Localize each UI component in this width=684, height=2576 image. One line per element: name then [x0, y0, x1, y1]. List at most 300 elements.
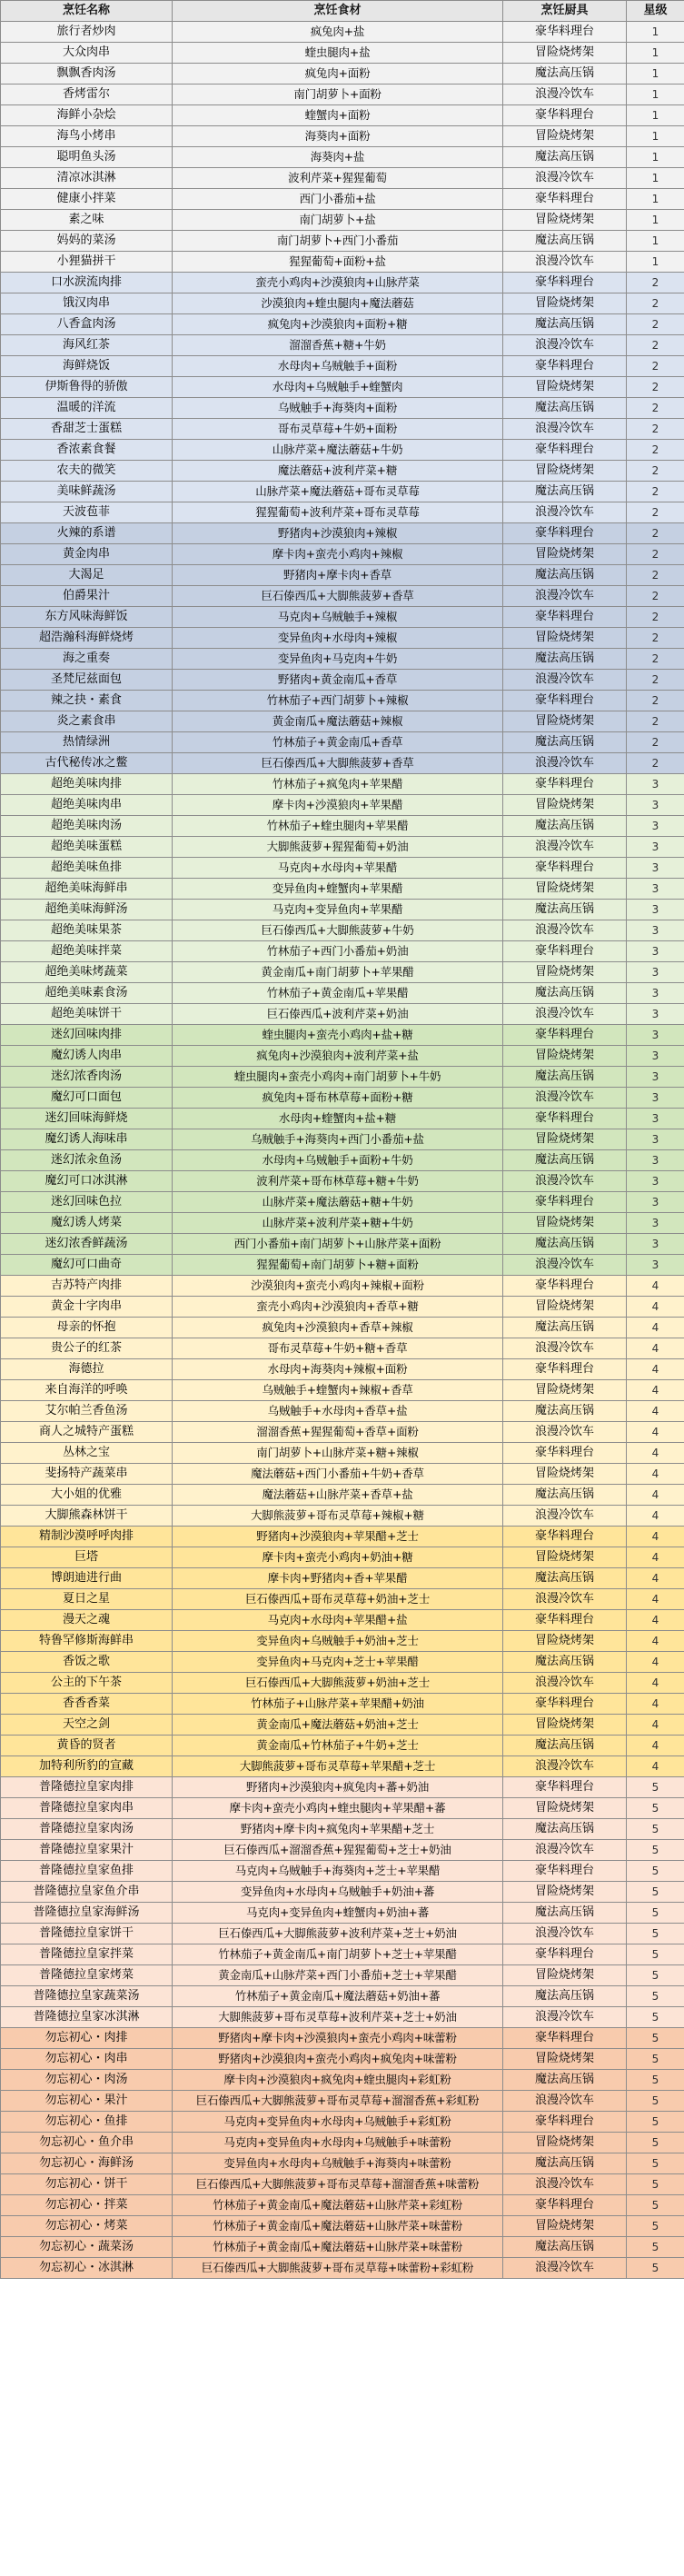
- cookware-cell: 冒险烧烤架: [503, 795, 627, 816]
- dish-name-cell: 普隆德拉皇家烤菜: [1, 1965, 173, 1986]
- ingredients-cell: 黄金南瓜+魔法蘑菇+奶油+芝士: [173, 1715, 503, 1736]
- ingredients-cell: 竹林茄子+黄金南瓜+魔法蘑菇+山脉芹菜+味蕾粉: [173, 2237, 503, 2258]
- table-row: [1, 1527, 684, 1547]
- table-row: [1, 1234, 684, 1255]
- table-row: [1, 1485, 684, 1506]
- dish-name-cell: 迷幻浓香肉汤: [1, 1067, 173, 1088]
- cookware-cell: 豪华料理台: [503, 1359, 627, 1380]
- ingredients-cell: 猩猩葡萄+面粉+盐: [173, 252, 503, 273]
- table-row: [1, 1109, 684, 1129]
- table-row: [1, 1401, 684, 1422]
- table-row: [1, 1777, 684, 1798]
- dish-name-cell: 普隆德拉皇家果汁: [1, 1840, 173, 1861]
- cookware-cell: 冒险烧烤架: [503, 1380, 627, 1401]
- cookware-cell: 魔法高压锅: [503, 565, 627, 586]
- ingredients-cell: 山脉芹菜+波利芹菜+糖+牛奶: [173, 1213, 503, 1234]
- dish-name-cell: 艾尔帕兰香鱼汤: [1, 1401, 173, 1422]
- dish-name-cell: 超绝美味海鲜串: [1, 879, 173, 900]
- star-level-cell: 4: [627, 1568, 684, 1589]
- cookware-cell: 豪华料理台: [503, 1861, 627, 1882]
- table-row: [1, 1025, 684, 1046]
- cookware-cell: 浪漫冷饮车: [503, 335, 627, 356]
- cookware-cell: 冒险烧烤架: [503, 711, 627, 732]
- table-body: [1, 22, 684, 2279]
- dish-name-cell: 炎之素食串: [1, 711, 173, 732]
- dish-name-cell: 普隆德拉皇家海鲜汤: [1, 1903, 173, 1924]
- table-row: [1, 1046, 684, 1067]
- table-row: [1, 1736, 684, 1756]
- cookware-cell: 浪漫冷饮车: [503, 1924, 627, 1944]
- cookware-cell: 浪漫冷饮车: [503, 2091, 627, 2112]
- cookware-cell: 冒险烧烤架: [503, 1882, 627, 1903]
- dish-name-cell: 加特利所豹的宣藏: [1, 1756, 173, 1777]
- table-row: [1, 2091, 684, 2112]
- dish-name-cell: 来自海洋的呼唤: [1, 1380, 173, 1401]
- ingredients-cell: 变异鱼肉+乌贼触手+奶油+芝士: [173, 1631, 503, 1652]
- dish-name-cell: 大众肉串: [1, 43, 173, 64]
- star-level-cell: 5: [627, 2258, 684, 2279]
- table-row: [1, 189, 684, 210]
- table-row: [1, 691, 684, 711]
- table-row: [1, 105, 684, 126]
- star-level-cell: 3: [627, 1004, 684, 1025]
- ingredients-cell: 山脉芹菜+魔法蘑菇+哥布灵草莓: [173, 482, 503, 502]
- cookware-cell: 豪华料理台: [503, 1610, 627, 1631]
- ingredients-cell: 野猪肉+摩卡肉+香草: [173, 565, 503, 586]
- table-row: [1, 774, 684, 795]
- ingredients-cell: 野猪肉+摩卡肉+疯兔肉+苹果醋+芝士: [173, 1819, 503, 1840]
- ingredients-cell: 马克肉+变异鱼肉+水母肉+乌贼触手+彩虹粉: [173, 2112, 503, 2133]
- star-level-cell: 5: [627, 2195, 684, 2216]
- star-level-cell: 4: [627, 1506, 684, 1527]
- ingredients-cell: 乌贼触手+海葵肉+面粉: [173, 398, 503, 419]
- cookware-cell: 浪漫冷饮车: [503, 252, 627, 273]
- table-row: [1, 544, 684, 565]
- cookware-cell: 魔法高压锅: [503, 983, 627, 1004]
- star-level-cell: 3: [627, 1171, 684, 1192]
- star-level-cell: 2: [627, 461, 684, 482]
- dish-name-cell: 商人之城特产蛋糕: [1, 1422, 173, 1443]
- star-level-cell: 3: [627, 879, 684, 900]
- ingredients-cell: 巨石傣西瓜+大脚熊菠萝+香草: [173, 586, 503, 607]
- star-level-cell: 5: [627, 2153, 684, 2174]
- star-level-cell: 5: [627, 1986, 684, 2007]
- star-level-cell: 3: [627, 1192, 684, 1213]
- ingredients-cell: 水母肉+乌贼触手+面粉+牛奶: [173, 1150, 503, 1171]
- dish-name-cell: 超绝美味肉排: [1, 774, 173, 795]
- table-row: [1, 1631, 684, 1652]
- ingredients-cell: 变异鱼肉+马克肉+牛奶: [173, 649, 503, 670]
- table-row: [1, 879, 684, 900]
- dish-name-cell: 吉苏特产肉排: [1, 1276, 173, 1297]
- cookware-cell: 豪华料理台: [503, 1777, 627, 1798]
- table-row: [1, 1652, 684, 1673]
- dish-name-cell: 东方风味海鲜饭: [1, 607, 173, 628]
- ingredients-cell: 水母肉+海葵肉+辣椒+面粉: [173, 1359, 503, 1380]
- ingredients-cell: 巨石傣西瓜+大脚熊菠萝+奶油+芝士: [173, 1673, 503, 1694]
- dish-name-cell: 超绝美味肉汤: [1, 816, 173, 837]
- star-level-cell: 1: [627, 210, 684, 231]
- cookware-cell: 豪华料理台: [503, 2195, 627, 2216]
- dish-name-cell: 魔幻诱人肉串: [1, 1046, 173, 1067]
- table-row: [1, 210, 684, 231]
- cookware-cell: 冒险烧烤架: [503, 962, 627, 983]
- dish-name-cell: 聪明鱼头汤: [1, 147, 173, 168]
- star-level-cell: 2: [627, 482, 684, 502]
- star-level-cell: 4: [627, 1380, 684, 1401]
- table-row: [1, 1359, 684, 1380]
- dish-name-cell: 迷幻回味色拉: [1, 1192, 173, 1213]
- cookware-cell: 浪漫冷饮车: [503, 2007, 627, 2028]
- cookware-cell: 冒险烧烤架: [503, 1464, 627, 1485]
- dish-name-cell: 勿忘初心・肉排: [1, 2028, 173, 2049]
- star-level-cell: 3: [627, 962, 684, 983]
- star-level-cell: 1: [627, 64, 684, 85]
- table-row: [1, 356, 684, 377]
- table-row: [1, 1129, 684, 1150]
- dish-name-cell: 魔幻诱人烤菜: [1, 1213, 173, 1234]
- star-level-cell: 5: [627, 2216, 684, 2237]
- star-level-cell: 4: [627, 1359, 684, 1380]
- dish-name-cell: 勿忘初心・鱼介串: [1, 2133, 173, 2153]
- ingredients-cell: 巨石傣西瓜+大脚熊菠萝+哥布灵草莓+溜溜香蕉+彩虹粉: [173, 2091, 503, 2112]
- star-level-cell: 4: [627, 1715, 684, 1736]
- dish-name-cell: 博朗迪进行曲: [1, 1568, 173, 1589]
- header-dish-name: 烹饪名称: [1, 1, 173, 22]
- dish-name-cell: 超绝美味饼干: [1, 1004, 173, 1025]
- dish-name-cell: 魔幻可口曲奇: [1, 1255, 173, 1276]
- cookware-cell: 魔法高压锅: [503, 1318, 627, 1338]
- dish-name-cell: 普隆德拉皇家鱼排: [1, 1861, 173, 1882]
- ingredients-cell: 巨石傣西瓜+大脚熊菠萝+哥布灵草莓+味蕾粉+彩虹粉: [173, 2258, 503, 2279]
- star-level-cell: 2: [627, 377, 684, 398]
- table-row: [1, 1986, 684, 2007]
- dish-name-cell: 超绝美味蛋糕: [1, 837, 173, 858]
- dish-name-cell: 黄昏的贤者: [1, 1736, 173, 1756]
- star-level-cell: 2: [627, 732, 684, 753]
- cookware-cell: 浪漫冷饮车: [503, 1088, 627, 1109]
- star-level-cell: 5: [627, 1840, 684, 1861]
- table-row: [1, 1088, 684, 1109]
- ingredients-cell: 海葵肉+面粉: [173, 126, 503, 147]
- ingredients-cell: 蝰虫腿肉+盐: [173, 43, 503, 64]
- ingredients-cell: 南门胡萝卜+面粉: [173, 85, 503, 105]
- star-level-cell: 2: [627, 586, 684, 607]
- cookware-cell: 浪漫冷饮车: [503, 1673, 627, 1694]
- ingredients-cell: 竹林茄子+黄金南瓜+南门胡萝卜+芝士+苹果醋: [173, 1944, 503, 1965]
- header-ingredients: 烹饪食材: [173, 1, 503, 22]
- cookware-cell: 冒险烧烤架: [503, 43, 627, 64]
- dish-name-cell: 超绝美味果茶: [1, 920, 173, 941]
- ingredients-cell: 沙漠狼肉+蛮壳小鸡肉+辣椒+面粉: [173, 1276, 503, 1297]
- cookware-cell: 豪华料理台: [503, 523, 627, 544]
- table-row: [1, 523, 684, 544]
- table-row: [1, 252, 684, 273]
- star-level-cell: 2: [627, 440, 684, 461]
- ingredients-cell: 巨石傣西瓜+波利芹菜+奶油: [173, 1004, 503, 1025]
- cookware-cell: 冒险烧烤架: [503, 377, 627, 398]
- ingredients-cell: 山脉芹菜+魔法蘑菇+牛奶: [173, 440, 503, 461]
- table-row: [1, 732, 684, 753]
- dish-name-cell: 飘飘香肉汤: [1, 64, 173, 85]
- ingredients-cell: 摩卡肉+野猪肉+香+苹果醋: [173, 1568, 503, 1589]
- star-level-cell: 2: [627, 711, 684, 732]
- star-level-cell: 1: [627, 105, 684, 126]
- star-level-cell: 5: [627, 1777, 684, 1798]
- cookware-cell: 浪漫冷饮车: [503, 670, 627, 691]
- star-level-cell: 5: [627, 1944, 684, 1965]
- table-row: [1, 2237, 684, 2258]
- cookware-cell: 豪华料理台: [503, 607, 627, 628]
- cookware-cell: 豪华料理台: [503, 2028, 627, 2049]
- cookware-cell: 魔法高压锅: [503, 2153, 627, 2174]
- ingredients-cell: 变异鱼肉+水母肉+辣椒: [173, 628, 503, 649]
- ingredients-cell: 山脉芹菜+魔法蘑菇+糖+牛奶: [173, 1192, 503, 1213]
- star-level-cell: 4: [627, 1673, 684, 1694]
- ingredients-cell: 蝰虫腿肉+蛮壳小鸡肉+盐+糖: [173, 1025, 503, 1046]
- star-level-cell: 4: [627, 1297, 684, 1318]
- star-level-cell: 2: [627, 419, 684, 440]
- cookware-cell: 魔法高压锅: [503, 1234, 627, 1255]
- dish-name-cell: 小狸猫拼干: [1, 252, 173, 273]
- dish-name-cell: 超绝美味海鲜汤: [1, 900, 173, 920]
- ingredients-cell: 西门小番茄+盐: [173, 189, 503, 210]
- star-level-cell: 1: [627, 147, 684, 168]
- header-cookware: 烹饪厨具: [503, 1, 627, 22]
- cookware-cell: 冒险烧烤架: [503, 126, 627, 147]
- star-level-cell: 5: [627, 1965, 684, 1986]
- ingredients-cell: 南门胡萝卜+西门小番茄: [173, 231, 503, 252]
- table-row: [1, 293, 684, 314]
- cookware-cell: 魔法高压锅: [503, 649, 627, 670]
- cookware-cell: 豪华料理台: [503, 189, 627, 210]
- cookware-cell: 冒险烧烤架: [503, 1046, 627, 1067]
- table-row: [1, 482, 684, 502]
- star-level-cell: 2: [627, 670, 684, 691]
- cookware-cell: 冒险烧烤架: [503, 1297, 627, 1318]
- star-level-cell: 5: [627, 2174, 684, 2195]
- star-level-cell: 2: [627, 691, 684, 711]
- dish-name-cell: 勿忘初心・蔬菜汤: [1, 2237, 173, 2258]
- table-row: [1, 900, 684, 920]
- ingredients-cell: 溜溜香蕉+糖+牛奶: [173, 335, 503, 356]
- table-row: [1, 816, 684, 837]
- ingredients-cell: 西门小番茄+南门胡萝卜+山脉芹菜+面粉: [173, 1234, 503, 1255]
- cookware-cell: 豪华料理台: [503, 1694, 627, 1715]
- star-level-cell: 1: [627, 85, 684, 105]
- cookware-cell: 魔法高压锅: [503, 231, 627, 252]
- table-row: [1, 628, 684, 649]
- cookware-cell: 浪漫冷饮车: [503, 1255, 627, 1276]
- ingredients-cell: 溜溜香蕉+猩猩葡萄+香草+面粉: [173, 1422, 503, 1443]
- ingredients-cell: 摩卡肉+蛮壳小鸡肉+辣椒: [173, 544, 503, 565]
- star-level-cell: 5: [627, 1798, 684, 1819]
- table-row: [1, 795, 684, 816]
- star-level-cell: 1: [627, 231, 684, 252]
- dish-name-cell: 勿忘初心・海鲜汤: [1, 2153, 173, 2174]
- cookware-cell: 冒险烧烤架: [503, 879, 627, 900]
- dish-name-cell: 魔幻可口冰淇淋: [1, 1171, 173, 1192]
- cookware-cell: 冒险烧烤架: [503, 1715, 627, 1736]
- cookware-cell: 浪漫冷饮车: [503, 1756, 627, 1777]
- cookware-cell: 浪漫冷饮车: [503, 168, 627, 189]
- dish-name-cell: 超绝美味拌菜: [1, 941, 173, 962]
- ingredients-cell: 变异鱼肉+马克肉+芝士+苹果醋: [173, 1652, 503, 1673]
- ingredients-cell: 野猪肉+沙漠狼肉+辣椒: [173, 523, 503, 544]
- ingredients-cell: 马克肉+水母肉+苹果醋+盐: [173, 1610, 503, 1631]
- cookware-cell: 豪华料理台: [503, 1527, 627, 1547]
- star-level-cell: 4: [627, 1318, 684, 1338]
- ingredients-cell: 巨石傣西瓜+溜溜香蕉+猩猩葡萄+芝士+奶油: [173, 1840, 503, 1861]
- ingredients-cell: 大脚熊菠萝+猩猩葡萄+奶油: [173, 837, 503, 858]
- cookware-cell: 冒险烧烤架: [503, 1798, 627, 1819]
- table-row: [1, 837, 684, 858]
- star-level-cell: 5: [627, 1819, 684, 1840]
- cookware-cell: 浪漫冷饮车: [503, 1589, 627, 1610]
- dish-name-cell: 古代秘传冰之鳖: [1, 753, 173, 774]
- ingredients-cell: 大脚熊菠萝+哥布灵草莓+波利芹菜+芝士+奶油: [173, 2007, 503, 2028]
- dish-name-cell: 勿忘初心・肉串: [1, 2049, 173, 2070]
- table-row: [1, 1171, 684, 1192]
- cookware-cell: 魔法高压锅: [503, 1568, 627, 1589]
- star-level-cell: 2: [627, 565, 684, 586]
- cookware-cell: 魔法高压锅: [503, 1819, 627, 1840]
- ingredients-cell: 竹林茄子+西门胡萝卜+辣椒: [173, 691, 503, 711]
- star-level-cell: 3: [627, 774, 684, 795]
- cookware-cell: 浪漫冷饮车: [503, 2174, 627, 2195]
- dish-name-cell: 圣梵尼兹面包: [1, 670, 173, 691]
- table-row: [1, 1422, 684, 1443]
- dish-name-cell: 海鲜烧饭: [1, 356, 173, 377]
- table-row: [1, 1568, 684, 1589]
- cookware-cell: 浪漫冷饮车: [503, 502, 627, 523]
- table-row: [1, 2112, 684, 2133]
- cookware-cell: 豪华料理台: [503, 941, 627, 962]
- dish-name-cell: 饿汉肉串: [1, 293, 173, 314]
- cookware-cell: 冒险烧烤架: [503, 2133, 627, 2153]
- cookware-cell: 浪漫冷饮车: [503, 586, 627, 607]
- star-level-cell: 5: [627, 2112, 684, 2133]
- dish-name-cell: 母亲的怀抱: [1, 1318, 173, 1338]
- table-row: [1, 1255, 684, 1276]
- cookware-cell: 豪华料理台: [503, 440, 627, 461]
- dish-name-cell: 香甜芝士蛋糕: [1, 419, 173, 440]
- ingredients-cell: 南门胡萝卜+山脉芹菜+糖+辣椒: [173, 1443, 503, 1464]
- cookware-cell: 冒险烧烤架: [503, 628, 627, 649]
- ingredients-cell: 哥布灵草莓+牛奶+糖+香草: [173, 1338, 503, 1359]
- ingredients-cell: 疯兔肉+盐: [173, 22, 503, 43]
- cookware-cell: 豪华料理台: [503, 858, 627, 879]
- dish-name-cell: 辣之抉・素食: [1, 691, 173, 711]
- ingredients-cell: 猩猩葡萄+南门胡萝卜+糖+面粉: [173, 1255, 503, 1276]
- star-level-cell: 2: [627, 356, 684, 377]
- table-row: [1, 2070, 684, 2091]
- cookware-cell: 豪华料理台: [503, 1443, 627, 1464]
- table-row: [1, 440, 684, 461]
- star-level-cell: 4: [627, 1736, 684, 1756]
- ingredients-cell: 哥布灵草莓+牛奶+面粉: [173, 419, 503, 440]
- cookware-cell: 魔法高压锅: [503, 1150, 627, 1171]
- star-level-cell: 3: [627, 1025, 684, 1046]
- table-row: [1, 1610, 684, 1631]
- cookware-cell: 魔法高压锅: [503, 398, 627, 419]
- star-level-cell: 5: [627, 2028, 684, 2049]
- ingredients-cell: 水母肉+乌贼触手+蝰蟹肉: [173, 377, 503, 398]
- dish-name-cell: 超绝美味烤蔬菜: [1, 962, 173, 983]
- dish-name-cell: 旅行者炒肉: [1, 22, 173, 43]
- cookware-cell: 魔法高压锅: [503, 1401, 627, 1422]
- table-row: [1, 64, 684, 85]
- ingredients-cell: 蝰蟹肉+面粉: [173, 105, 503, 126]
- star-level-cell: 2: [627, 544, 684, 565]
- ingredients-cell: 野猪肉+沙漠狼肉+苹果醋+芝士: [173, 1527, 503, 1547]
- dish-name-cell: 贵公子的红茶: [1, 1338, 173, 1359]
- dish-name-cell: 伯爵果汁: [1, 586, 173, 607]
- table-row: [1, 1318, 684, 1338]
- cookware-cell: 浪漫冷饮车: [503, 85, 627, 105]
- ingredients-cell: 黄金南瓜+魔法蘑菇+辣椒: [173, 711, 503, 732]
- ingredients-cell: 水母肉+蝰蟹肉+盐+糖: [173, 1109, 503, 1129]
- dish-name-cell: 普隆德拉皇家拌菜: [1, 1944, 173, 1965]
- table-row: [1, 941, 684, 962]
- dish-name-cell: 勿忘初心・饼干: [1, 2174, 173, 2195]
- table-row: [1, 168, 684, 189]
- ingredients-cell: 蛮壳小鸡肉+沙漠狼肉+香草+糖: [173, 1297, 503, 1318]
- ingredients-cell: 摩卡肉+蛮壳小鸡肉+蝰虫腿肉+苹果醋+蕃: [173, 1798, 503, 1819]
- star-level-cell: 5: [627, 1882, 684, 1903]
- star-level-cell: 2: [627, 293, 684, 314]
- star-level-cell: 3: [627, 983, 684, 1004]
- dish-name-cell: 大脚熊森林饼干: [1, 1506, 173, 1527]
- table-row: [1, 1443, 684, 1464]
- dish-name-cell: 普隆德拉皇家冰淇淋: [1, 2007, 173, 2028]
- dish-name-cell: 迷幻浓汆鱼汤: [1, 1150, 173, 1171]
- table-row: [1, 314, 684, 335]
- ingredients-cell: 野猪肉+摩卡肉+沙漠狼肉+蛮壳小鸡肉+味蕾粉: [173, 2028, 503, 2049]
- star-level-cell: 1: [627, 22, 684, 43]
- table-row: [1, 126, 684, 147]
- dish-name-cell: 超绝美味素食汤: [1, 983, 173, 1004]
- star-level-cell: 5: [627, 1924, 684, 1944]
- ingredients-cell: 变异鱼肉+水母肉+乌贼触手+海葵肉+味蕾粉: [173, 2153, 503, 2174]
- ingredients-cell: 水母肉+乌贼触手+面粉: [173, 356, 503, 377]
- star-level-cell: 4: [627, 1485, 684, 1506]
- cookware-cell: 豪华料理台: [503, 22, 627, 43]
- dish-name-cell: 温暖的洋流: [1, 398, 173, 419]
- table-row: [1, 273, 684, 293]
- star-level-cell: 3: [627, 1234, 684, 1255]
- star-level-cell: 5: [627, 2049, 684, 2070]
- star-level-cell: 3: [627, 1129, 684, 1150]
- cookware-cell: 浪漫冷饮车: [503, 1422, 627, 1443]
- star-level-cell: 3: [627, 941, 684, 962]
- dish-name-cell: 海鸟小烤串: [1, 126, 173, 147]
- table-row: [1, 398, 684, 419]
- dish-name-cell: 农夫的微笑: [1, 461, 173, 482]
- table-row: [1, 711, 684, 732]
- table-row: [1, 377, 684, 398]
- star-level-cell: 3: [627, 920, 684, 941]
- dish-name-cell: 普隆德拉皇家肉汤: [1, 1819, 173, 1840]
- star-level-cell: 4: [627, 1694, 684, 1715]
- star-level-cell: 3: [627, 1213, 684, 1234]
- star-level-cell: 2: [627, 502, 684, 523]
- cookware-cell: 冒险烧烤架: [503, 1965, 627, 1986]
- dish-name-cell: 迷幻回味肉排: [1, 1025, 173, 1046]
- star-level-cell: 3: [627, 1046, 684, 1067]
- ingredients-cell: 波利芹菜+猩猩葡萄: [173, 168, 503, 189]
- dish-name-cell: 素之味: [1, 210, 173, 231]
